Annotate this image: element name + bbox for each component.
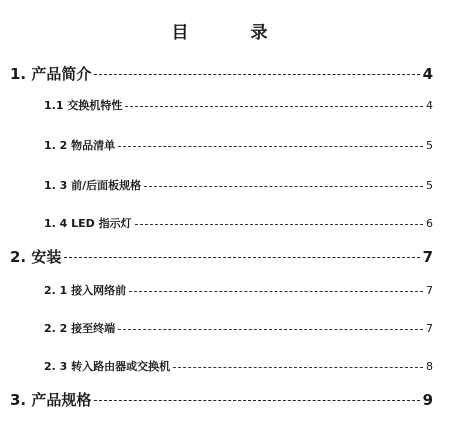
toc-entry-label: 2. 1 接入网络前 (44, 284, 127, 297)
toc-entry-package-list[interactable] (44, 137, 433, 153)
toc-entry-connect-terminal[interactable] (44, 320, 433, 336)
toc-dot-leader (94, 400, 419, 401)
toc-title: 目 录 (171, 23, 296, 43)
toc-page-number: 7 (422, 247, 433, 266)
toc-entry-label: 1.1 交换机特性 (44, 99, 123, 112)
toc-entry-installation[interactable] (10, 246, 433, 267)
toc-dot-leader (129, 291, 423, 292)
toc-dot-leader (118, 146, 423, 147)
toc-entry-connect-router[interactable] (44, 358, 433, 374)
toc-entry-product-spec[interactable] (10, 389, 433, 410)
toc-dot-leader (173, 367, 423, 368)
toc-page-number: 9 (422, 390, 433, 409)
toc-entry-panel-spec[interactable] (44, 177, 433, 193)
toc-dot-leader (135, 224, 423, 225)
toc-page-number: 5 (426, 138, 433, 152)
toc-dot-leader (64, 257, 419, 258)
toc-entry-label: 3. 产品规格 (10, 391, 92, 409)
toc-page-number: 7 (426, 283, 433, 297)
toc-entry-switch-features[interactable] (44, 97, 433, 113)
toc-page-number: 7 (426, 321, 433, 335)
toc-entry-product-intro[interactable] (10, 63, 433, 84)
toc-dot-leader (118, 329, 423, 330)
toc-dot-leader (94, 74, 419, 75)
toc-entry-label: 2. 2 接至终端 (44, 322, 116, 335)
toc-entry-led-indicators[interactable] (44, 215, 433, 231)
toc-dot-leader (125, 106, 423, 107)
toc-entry-label: 1. 2 物品清单 (44, 139, 116, 152)
toc-entry-label: 2. 3 转入路由器或交换机 (44, 360, 171, 373)
toc-page-number: 4 (426, 98, 433, 112)
toc-entry-before-network[interactable] (44, 282, 433, 298)
toc-entry-label: 1. 产品简介 (10, 65, 92, 83)
toc-dot-leader (144, 186, 423, 187)
toc-entry-label: 1. 3 前/后面板规格 (44, 179, 142, 192)
toc-entry-label: 2. 安装 (10, 248, 62, 266)
toc-page-number: 8 (426, 359, 433, 373)
toc-page-number: 5 (426, 178, 433, 192)
toc-page-number: 6 (426, 216, 433, 230)
toc-page-number: 4 (422, 64, 433, 83)
toc-entry-label: 1. 4 LED 指示灯 (44, 217, 132, 230)
